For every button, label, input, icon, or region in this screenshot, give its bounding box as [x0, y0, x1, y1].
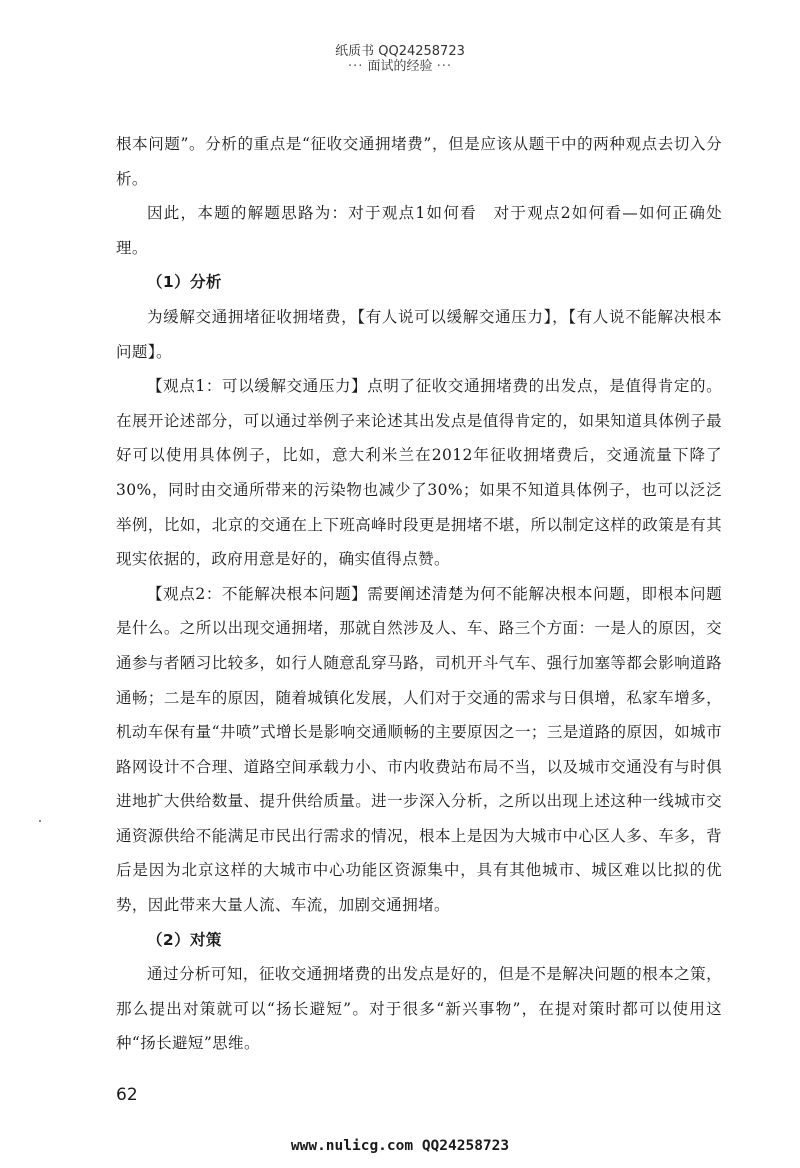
paragraph-question: 为缓解交通拥堵征收拥堵费，【有人说可以缓解交通压力】，【有人说不能解决根本问题】。 [116, 307, 722, 361]
header-dots-right: ··· [436, 59, 453, 74]
paragraph-continuation: 根本问题”。分析的重点是“征收交通拥堵费”，但是应该从题干中的两种观点去切入分析。 [116, 135, 722, 188]
paragraph-viewpoint-2: 【观点2：不能解决根本问题】需要阐述清楚为何不能解决根本问题，即根本问题是什么。之所以出现交通拥堵，那就自然涉及人、车、路三个方面：一是人的原因，交通参与者陋习比较多，如行人随意乱穿马路，司机开斗气车、强行加塞等都会影响道路通畅；二是车的原因，随着城镇化发展，人们对于交通的需求与日俱增，私家车增多，机动车保有量“井喷”式增长是影响交通顺畅的主要原因之一；三是道路的原因，如城市路网设计不合理、道路空间承载力小、市内收费站布局不当，以及城市交通没有与时俱进地扩大供给数量、提升供给质量。进一步深入分析，之所以出现上述这种一线城市交通资源供给不能满足市民出行需求的情况，根本上是因为大城市中心区人多、车多，背后是因为北京这样的大城市中心功能区资源集中，具有其他城市、城区难以比拟的优势，因此带来大量人流、车流，加剧交通拥堵。 [116, 584, 722, 915]
page-stamp: 纸质书 QQ24258723 [335, 44, 465, 59]
footer-watermark: www.nulicg.com QQ24258723 [290, 1138, 510, 1154]
running-header [0, 55, 800, 74]
header-dots-left: ··· [347, 59, 364, 74]
page-number: 62 [116, 1085, 138, 1105]
paragraph-approach: 因此，本题的解题思路为：对于观点1如何看 对于观点2如何看—如何正确处理。 [116, 204, 722, 257]
paragraph-countermeasures: 通过分析可知，征收交通拥堵费的出发点是好的，但是不是解决问题的根本之策，那么提出对策就可以“扬长避短”。对于很多“新兴事物”，在提对策时都可以使用这种“扬长避短”思维。 [116, 965, 722, 1053]
page-body [116, 127, 722, 1061]
running-header-title: 面试的经验 [367, 59, 433, 74]
paragraph-viewpoint-1: 【观点1：可以缓解交通压力】点明了征收交通拥堵费的出发点，是值得肯定的。在展开论述部分，可以通过举例子来论述其出发点是值得肯定的，如果知道具体例子最好可以使用具体例子，比如，意大利米兰在2012年征收拥堵费后，交通流量下降了30%，同时由交通所带来的污染物也减少了30%；如果不知道具体例子，也可以泛泛举例，比如，北京的交通在上下班高峰时段更是拥堵不堪，所以制定这样的政策是有其现实依据的，政府用意是好的，确实值得点赞。 [116, 377, 722, 569]
margin-speck [39, 820, 41, 822]
section-heading-countermeasures: （2）对策 [147, 930, 222, 949]
section-heading-analysis: （1）分析 [147, 273, 222, 292]
